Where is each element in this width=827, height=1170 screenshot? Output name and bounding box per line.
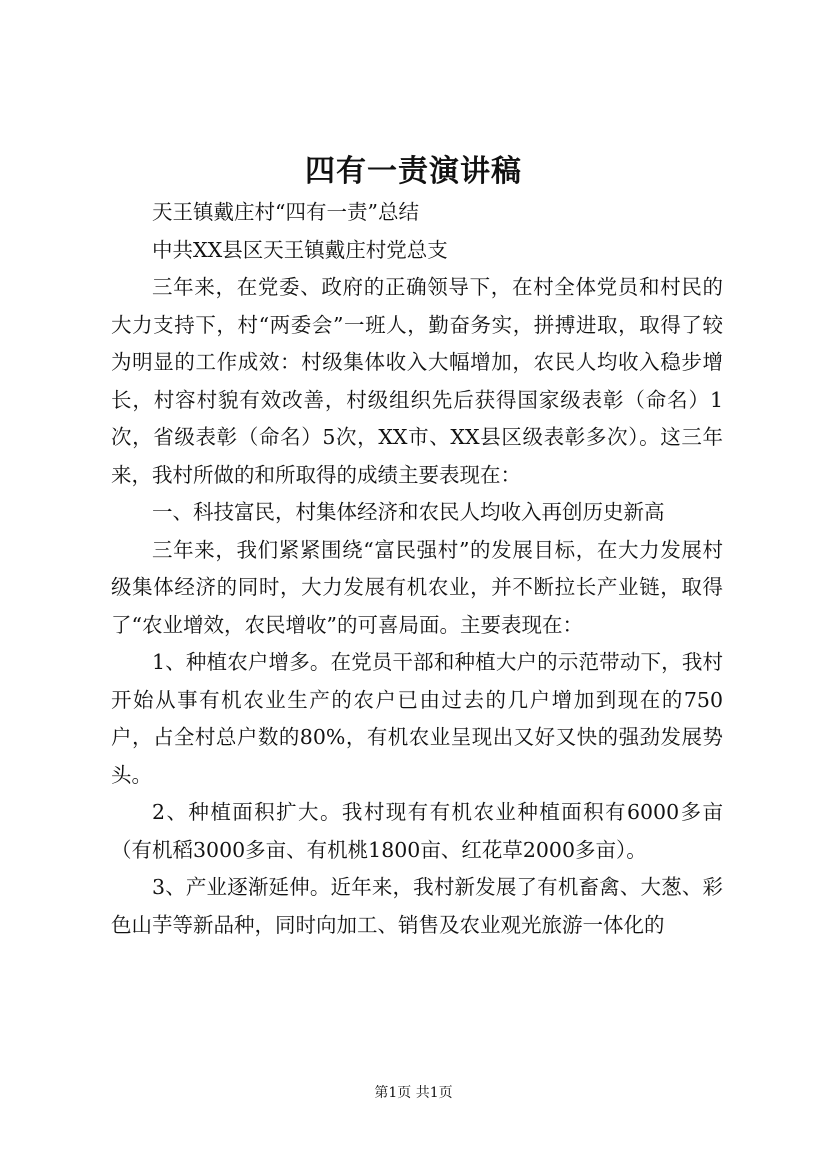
page-number-footer: 第1页 共1页	[374, 1085, 453, 1101]
paragraph-item-3: 3、产业逐渐延伸。近年来，我村新发展了有机畜禽、大葱、彩色山芋等新品种，同时向加工、销售及农业观光旅游一体化的	[111, 875, 723, 937]
document-body	[111, 194, 723, 944]
paragraph-intro: 三年来，在党委、政府的正确领导下，在村全体党员和村民的大力支持下，村“两委会”一班人，勤奋务实，拼搏进取，取得了较为明显的工作成效：村级集体收入大幅增加，农民人均收入稳步增长，村容村貌有效改善，村级组织先后获得国家级表彰（命名）1次，省级表彰（命名）5次，XX市、XX县区级表彰多次）。这三年来，我村所做的和所取得的成绩主要表现在：	[111, 275, 723, 487]
paragraph-section-1: 三年来，我们紧紧围绕“富民强村”的发展目标，在大力发展村级集体经济的同时，大力发展有机农业，并不断拉长产业链，取得了“农业增效，农民增收”的可喜局面。主要表现在：	[111, 537, 723, 637]
paragraph-item-1: 1、种植农户增多。在党员干部和种植大户的示范带动下，我村开始从事有机农业生产的农户已由过去的几户增加到现在的750户，占全村总户数的80%，有机农业呈现出又好又快的强劲发展势头。	[111, 650, 723, 787]
subtitle-summary: 天王镇戴庄村“四有一责”总结	[152, 200, 419, 224]
section-heading-1: 一、科技富民，村集体经济和农民人均收入再创历史新高	[152, 500, 665, 524]
subtitle-organization: 中共XX县区天王镇戴庄村党总支	[152, 237, 448, 262]
paragraph-item-2: 2、种植面积扩大。我村现有有机农业种植面积有6000多亩（有机稻3000多亩、有机桃1800亩、红花草2000多亩）。	[111, 800, 723, 862]
document-title: 四有一责演讲稿	[305, 154, 522, 189]
